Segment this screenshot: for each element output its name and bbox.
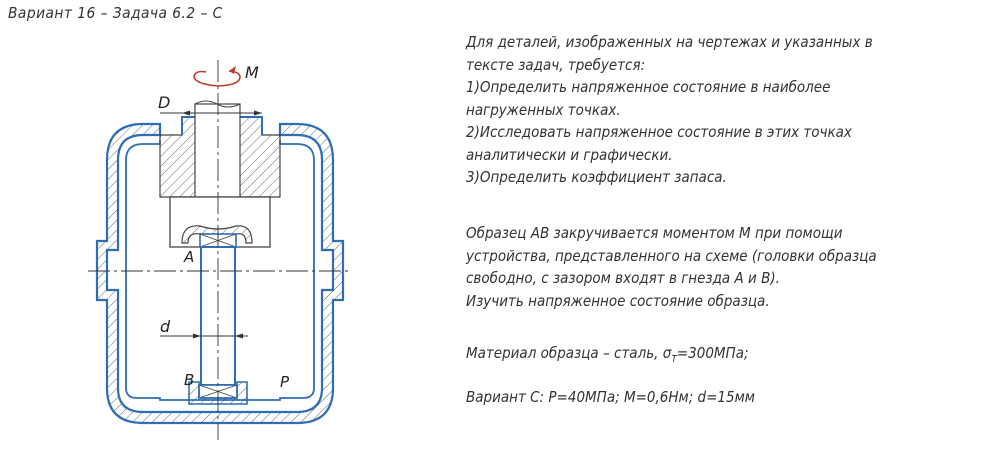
text-line: 3)Определить коэффициент запаса.	[466, 168, 727, 186]
label-pressure: P	[280, 373, 290, 391]
variant-line	[466, 386, 952, 409]
sigma-symbol: σ	[662, 344, 672, 362]
material-value: =300МПа;	[676, 344, 749, 362]
text-line: 1)Определить напряженное состояние в наиболее	[466, 78, 831, 96]
text-line: Изучить напряженное состояние образца.	[466, 291, 770, 310]
material-line	[466, 342, 952, 365]
material-prefix: Материал образца – сталь,	[466, 344, 663, 362]
label-d-outer: D	[158, 93, 171, 112]
text-line: аналитически и графически.	[466, 145, 673, 164]
text-line: тексте задач, требуется:	[466, 55, 646, 74]
label-point-b: B	[184, 371, 195, 389]
text-line: Для деталей, изображенных на чертежах и указанных в	[466, 33, 873, 51]
label-moment: M	[245, 63, 259, 82]
task-requirements	[466, 31, 952, 189]
task-description	[466, 222, 952, 312]
text-line: нагруженных точках.	[466, 100, 621, 119]
sigma-subscript: Т	[671, 354, 677, 365]
text-line: устройства, представленного на схеме (головки образца	[466, 246, 877, 265]
label-point-a: A	[184, 248, 195, 266]
mechanical-drawing	[0, 0, 460, 451]
text-line: свободно, с зазором входят в гнезда А и В).	[466, 269, 780, 287]
variant-text: Вариант С: Р=40МПа; М=0,6Нм; d=15мм	[466, 388, 755, 406]
page-title: Вариант 16 – Задача 6.2 – С	[8, 4, 223, 22]
upper-shaft	[195, 104, 240, 197]
label-d-inner: d	[160, 317, 171, 336]
text-line: Образец АВ закручивается моментом М при помощи	[466, 224, 843, 242]
text-line: 2)Исследовать напряженное состояние в этих точках	[466, 123, 852, 141]
